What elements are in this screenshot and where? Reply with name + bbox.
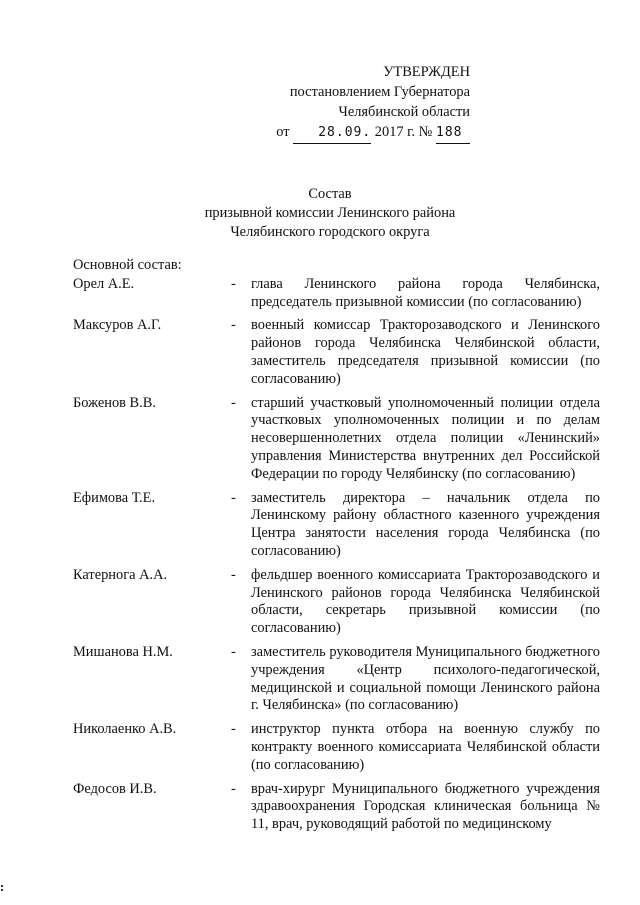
approval-date-value: 28.09. [318, 125, 372, 140]
member-name: Федосов И.В. [73, 780, 157, 797]
member-name: Орел А.Е. [73, 275, 135, 292]
approval-number-field [436, 122, 470, 144]
member-role: глава Ленинского района города Челябинска, председатель призывной комиссии (по согласованию) [251, 275, 600, 310]
member-row [73, 317, 600, 388]
approval-line-2: Челябинской области [338, 104, 470, 120]
member-name: Катернога А.А. [73, 566, 168, 583]
approval-number-value: 188 [436, 125, 463, 140]
approval-date-field [293, 122, 371, 144]
member-dash: - [231, 317, 236, 334]
heading-line-3: Челябинского городского округа [230, 224, 430, 240]
heading-line-2: призывной комиссии Ленинского района [204, 205, 456, 221]
member-name: Николаенко А.В. [73, 721, 177, 738]
member-role: заместитель директора – начальник отдела по Ленинскому району областного казенного учреждения Центра занятости населения города Челябинска (по согласованию) [251, 489, 600, 559]
member-dash: - [231, 275, 236, 292]
member-dash: - [231, 394, 236, 411]
document-heading [0, 185, 640, 242]
member-row [73, 490, 600, 561]
approval-year-text: 2017 г. № [374, 124, 433, 140]
member-name: Боженов В.В. [73, 394, 156, 411]
member-dash: - [231, 643, 236, 660]
member-name: Мишанова Н.М. [73, 643, 173, 660]
member-role: военный комиссар Тракторозаводского и Ленинского районов города Челябинска Челябинской области, заместитель председателя призывной комиссии (по согласованию) [251, 317, 600, 387]
approval-title: УТВЕРЖДЕН [383, 64, 470, 80]
scan-margin-mark [1, 885, 4, 895]
member-role: инструктор пункта отбора на военную службу по контракту военного комиссариата Челябинской области (по согласованию) [251, 721, 600, 773]
member-role: заместитель руководителя Муниципального бюджетного учреждения «Центр психолого-педагогической, медицинской и социальной помощи Ленинского района г. Челябинска» (по согласованию) [251, 643, 600, 714]
member-row [73, 644, 600, 715]
approval-date-line [0, 122, 470, 144]
member-dash: - [231, 721, 236, 738]
member-dash: - [231, 489, 236, 506]
commission-roster [73, 257, 600, 840]
member-name: Ефимова Т.Е. [73, 489, 156, 506]
member-name: Максуров А.Г. [73, 317, 162, 334]
heading-line-1: Состав [308, 186, 352, 202]
roster-subheading: Основной состав: [73, 257, 182, 273]
member-dash: - [231, 780, 236, 797]
member-role: фельдшер военного комиссариата Тракторозаводского и Ленинского районов города Челябинска Челябинской области, секретарь призывной комиссии (по согласованию) [251, 566, 600, 637]
member-dash: - [231, 566, 236, 583]
member-row [73, 781, 600, 834]
approval-line-1: постановлением Губернатора [289, 84, 470, 100]
member-role: старший участковый уполномоченный полиции отдела участковых уполномоченных полиции и по делам несовершеннолетних отдела полиции «Ленинский» управления Министерства внутренних дел Российской Федерации по городу Челябинску (по согласованию) [251, 394, 600, 482]
member-row [73, 567, 600, 638]
member-row [73, 721, 600, 774]
member-role: врач-хирург Муниципального бюджетного учреждения здравоохранения Городская клиническая больница № 11, врач, руководящий работой по медицинскому [251, 780, 600, 833]
approval-date-prefix: от [276, 124, 290, 140]
approval-block [0, 62, 470, 144]
member-row [73, 395, 600, 484]
member-row [73, 276, 600, 312]
